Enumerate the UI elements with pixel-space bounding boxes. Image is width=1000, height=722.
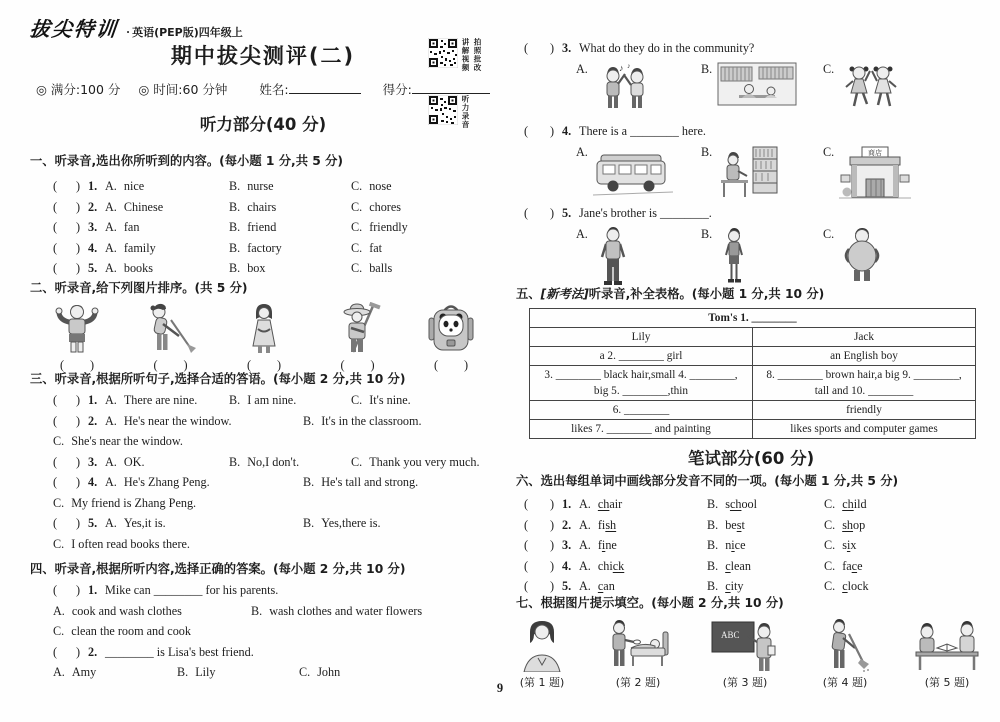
qr-code-icon: [428, 95, 458, 125]
brand-logo: 拔尖特训: [28, 17, 120, 41]
option-b: B. c ity: [707, 579, 744, 593]
section-7-heading: 七、根据图片提示填空。(每小题 2 分,共 10 分): [516, 596, 784, 610]
question-number: 3.: [88, 220, 98, 234]
picture-options-row: [516, 145, 986, 203]
question-row-cont: [30, 534, 496, 555]
question-row: [30, 411, 496, 432]
section-3: [30, 368, 496, 554]
question-row: [30, 452, 496, 473]
option-b: B.: [701, 145, 823, 203]
answer-parens: ( ): [60, 358, 94, 372]
written-part-title: 笔试部分(60 分): [687, 449, 815, 468]
name-blank: [289, 81, 361, 94]
answer-parens: ( ): [53, 179, 80, 193]
shop-image: [839, 145, 911, 203]
option-a: A. Yes,it is.: [105, 516, 166, 530]
section-5-heading: 五、[新考法]听录音,补全表格。(每小题 1 分,共 10 分): [516, 287, 825, 301]
question-row: [30, 176, 496, 197]
svg-text:商店: 商店: [868, 148, 883, 157]
option-b: B.: [701, 62, 823, 114]
question-row-cont: [30, 431, 496, 452]
option-b: B. factory: [229, 240, 282, 255]
answer-parens: ( ): [524, 538, 554, 552]
option-c: C. c lock: [824, 579, 869, 593]
question-stem: ________ is Lisa's best friend.: [105, 644, 254, 659]
option-b: B. c lean: [707, 558, 751, 573]
option-c: C. 商店: [823, 145, 986, 203]
option-b: B. It's in the classroom.: [303, 413, 422, 428]
option-c: C. chores: [351, 199, 401, 214]
question-number: 1.: [88, 179, 98, 193]
option-b: B. Lily: [177, 665, 216, 679]
option-a: A. chi ck: [579, 558, 625, 573]
question-number: 1.: [88, 583, 98, 597]
edition-label: 英语(PEP版)四年级上: [132, 26, 243, 39]
svg-text:♪: ♪: [618, 62, 624, 73]
picture-caption: (第 3 题): [722, 676, 768, 689]
section-7: [516, 592, 986, 690]
score-label: 得分:: [382, 82, 412, 97]
section-6-heading: 六、选出每组单词中画线部分发音不同的一项。(每小题 1 分,共 5 分): [516, 474, 899, 488]
question-number: 4.: [88, 240, 98, 255]
brand-row: [30, 13, 243, 42]
option-b: B. I am nine.: [229, 393, 297, 407]
answer-parens: ( ): [53, 583, 80, 597]
picture-hint-row: [516, 618, 986, 690]
question-row: [516, 535, 986, 556]
answer-parens: ( ): [434, 358, 468, 372]
option-b: B. box: [229, 261, 266, 275]
question-number: 3.: [562, 538, 572, 552]
answer-parens: ( ): [524, 41, 554, 55]
section-6: [516, 470, 986, 597]
girls-dancing-image: [839, 62, 903, 114]
question-number: 1.: [88, 393, 98, 407]
section-3-heading: 三、听录音,根据所听句子,选择合适的答语。(每小题 2 分,共 10 分): [30, 372, 406, 386]
question-row: [30, 580, 496, 601]
full-score-label: ◎ 满分:100 分: [36, 82, 121, 97]
option-c: C. friendly: [351, 220, 408, 234]
picture-caption: (第 4 题): [822, 676, 868, 689]
svg-text:♪: ♪: [626, 61, 631, 70]
table-cell: 8. ________ brown hair,a big 9. ________, tall and 10. ________: [753, 366, 976, 401]
option-b: B. No,I don't.: [229, 454, 300, 469]
table-cell-jack: Jack: [753, 328, 976, 347]
question-number: 5.: [88, 516, 98, 530]
picture-item: [34, 302, 120, 373]
option-b: B. Yes,there is.: [303, 516, 381, 530]
answer-parens: ( ): [153, 358, 188, 372]
question-row-cont: [30, 662, 496, 683]
question-row: [516, 515, 986, 536]
option-c: C. John: [299, 665, 341, 679]
question-row: [516, 494, 986, 515]
option-c: C. fat: [351, 240, 383, 255]
qr1-label-video: 讲解视频: [461, 38, 470, 72]
fat-boy-image: [839, 227, 885, 285]
option-b: B. s ch ool: [707, 497, 758, 511]
answer-parens: ( ): [53, 413, 80, 428]
boy-at-bedside-image: [605, 618, 671, 672]
option-c: C. It's nine.: [351, 393, 411, 407]
answer-parens: ( ): [524, 124, 554, 138]
option-a: A. Amy: [53, 665, 97, 679]
option-c: C. My friend is Zhang Peng.: [53, 495, 197, 510]
question-row-cont: [30, 621, 496, 642]
qr-listening-audio: [428, 95, 470, 129]
question-number: 3.: [88, 454, 98, 469]
page-title: 期中拔尖测评(二): [170, 44, 356, 68]
option-a: A. OK.: [105, 454, 145, 469]
option-c: C. She's near the window.: [53, 434, 183, 448]
option-a: A. cook and wash clothes: [53, 603, 182, 618]
question-number: 2.: [88, 644, 98, 659]
question-row: [30, 197, 496, 218]
question-number: 4.: [562, 124, 572, 138]
option-b: B. He's tall and strong.: [303, 475, 419, 489]
tall-man-image: [593, 227, 633, 287]
answer-parens: ( ): [53, 240, 80, 255]
answer-parens: ( ): [340, 358, 375, 372]
question-4-4: [516, 121, 986, 203]
picture-item: [605, 618, 671, 690]
question-number: 5.: [562, 579, 572, 593]
question-number: 5.: [88, 261, 98, 275]
option-b: B. n i ce: [707, 538, 746, 552]
answer-parens: ( ): [524, 497, 554, 511]
time-label: ◎ 时间:60 分钟: [138, 82, 228, 97]
section-1: [30, 150, 496, 279]
table-cell: friendly: [753, 401, 976, 420]
section-5: [516, 283, 986, 439]
option-c: C.: [823, 62, 986, 114]
picture-item: [221, 302, 307, 373]
answer-parens: ( ): [247, 358, 281, 372]
woman-portrait-image: [518, 618, 566, 672]
kids-reading-image: [910, 618, 984, 672]
woman-standing-image: [244, 302, 284, 354]
option-a: A.: [576, 227, 701, 287]
table-header-cell: Tom's 1. ________: [530, 309, 976, 328]
question-4-3: [516, 38, 986, 114]
table-cell: 3. ________ black hair,small 4. ________, big 5. ________,thin: [530, 366, 753, 401]
option-a: A.: [576, 145, 701, 203]
picture-caption: (第 2 题): [615, 676, 661, 689]
answer-parens: ( ): [53, 199, 80, 214]
listening-part-title: 听力部分(40 分): [199, 115, 327, 134]
question-number: 4.: [88, 475, 98, 489]
picture-item: [518, 618, 566, 690]
section-4-heading: 四、听录音,根据所听内容,选择正确的答案。(每小题 2 分,共 10 分): [30, 562, 406, 576]
question-number: 2.: [88, 199, 98, 214]
option-a: A. There are nine.: [105, 393, 198, 407]
svg-text:ABC: ABC: [721, 630, 740, 640]
section-4: [30, 558, 496, 683]
girl-sweeping-image: [141, 302, 201, 354]
question-row: [30, 390, 496, 411]
option-a: A. family: [105, 240, 156, 255]
question-stem: There is a ________ here.: [579, 124, 706, 138]
question-row-cont: [30, 601, 496, 622]
name-label: 姓名:: [259, 82, 289, 97]
bookshelf-reader-image: [717, 145, 781, 203]
question-row: [30, 258, 496, 279]
option-c: C. I often read books there.: [53, 536, 190, 551]
bus-image: [593, 145, 673, 201]
question-row: [30, 642, 496, 663]
question-stem: Mike can ________ for his parents.: [105, 583, 279, 597]
question-number: 4.: [562, 558, 572, 573]
question-row: [516, 121, 986, 142]
reading-room-image: [717, 62, 797, 112]
question-number: 2.: [88, 413, 98, 428]
option-a: A. ♪ ♪: [576, 62, 701, 114]
option-a: A. He's near the window.: [105, 413, 232, 428]
teacher-blackboard-image: [710, 618, 780, 672]
answer-parens: ( ): [53, 393, 80, 407]
section-2: [30, 277, 496, 373]
picture-options-row: [516, 62, 986, 114]
qr-code-icon: [428, 38, 458, 68]
qr1-label-photo: 拍照批改: [473, 38, 482, 72]
question-row: [30, 513, 496, 534]
question-stem: Jane's brother is ________.: [579, 206, 712, 220]
answer-parens: ( ): [53, 454, 80, 469]
question-row: [30, 238, 496, 259]
option-c: C. Thank you very much.: [351, 454, 480, 469]
picture-caption: (第 1 题): [519, 676, 565, 689]
question-row: [30, 217, 496, 238]
option-a: A. books: [105, 261, 153, 275]
question-row: [516, 38, 986, 59]
picture-item: [910, 618, 984, 690]
picture-item: [128, 302, 214, 373]
option-a: A. fan: [105, 220, 140, 234]
table-cell-lily: Lily: [530, 328, 753, 347]
picture-item: [408, 302, 494, 373]
section-2-heading: 二、听录音,给下列图片排序。(共 5 分): [30, 281, 248, 295]
option-b: B. friend: [229, 220, 277, 234]
new-style-tag: [新考法]: [540, 287, 589, 301]
answer-parens: ( ): [53, 516, 80, 530]
answer-parens: ( ): [524, 579, 554, 593]
option-a: A. fi sh: [579, 517, 617, 532]
option-b: B. chairs: [229, 199, 277, 214]
picture-options-row: [516, 227, 986, 287]
answer-parens: ( ): [53, 644, 80, 659]
answer-parens: ( ): [53, 220, 80, 234]
option-c: C. sh op: [824, 517, 866, 532]
option-c: C. s i x: [824, 538, 857, 552]
option-a: A. c an: [579, 579, 615, 593]
option-c: C. nose: [351, 179, 392, 193]
strong-man-image: [50, 302, 104, 354]
question-row: [30, 472, 496, 493]
table-cell: 6. ________: [530, 401, 753, 420]
picture-item: [315, 302, 401, 373]
question-number: 1.: [562, 497, 572, 511]
boy-sweeping-image: [819, 618, 871, 672]
option-c: C. ch ild: [824, 497, 867, 511]
table-cell: likes sports and computer games: [753, 420, 976, 439]
qr2-label-audio: 听力录音: [461, 95, 470, 129]
question-row-cont: [30, 493, 496, 514]
picture-item: [819, 618, 871, 690]
answer-parens: ( ): [524, 206, 554, 220]
answer-parens: ( ): [524, 558, 554, 573]
brand-separator: ·: [126, 25, 131, 39]
answer-parens: ( ): [53, 261, 80, 275]
option-c: C. clean the room and cook: [53, 624, 191, 638]
option-b: B. wash clothes and water flowers: [251, 603, 423, 618]
option-a: A. ch air: [579, 497, 623, 511]
title-row: [30, 40, 496, 70]
kids-singing-image: [593, 62, 657, 114]
option-b: B. nurse: [229, 179, 274, 193]
option-c: C. fa c e: [824, 558, 863, 573]
score-blank: [412, 81, 490, 94]
option-c: C.: [823, 227, 986, 287]
thin-boy-image: [717, 227, 751, 285]
farmer-with-hoe-image: [331, 302, 385, 354]
page-number: 9: [496, 681, 504, 695]
option-a: A. f i ne: [579, 538, 617, 552]
meta-row: [36, 80, 490, 98]
question-row: [516, 556, 986, 577]
picture-item: [710, 618, 780, 690]
option-c: C. balls: [351, 261, 393, 275]
section-1-heading: 一、听录音,选出你所听到的内容。(每小题 1 分,共 5 分): [30, 154, 344, 168]
question-4-5: [516, 203, 986, 287]
question-stem: What do they do in the community?: [579, 41, 755, 55]
right-column: [516, 0, 986, 722]
question-number: 5.: [562, 206, 572, 220]
question-row: [516, 203, 986, 224]
picture-caption: (第 5 题): [924, 676, 970, 689]
panda-schoolbag-image: [426, 302, 476, 354]
option-a: A. Chinese: [105, 199, 164, 214]
option-b: B.: [701, 227, 823, 287]
option-a: A. He's Zhang Peng.: [105, 475, 210, 489]
picture-sort-row: [30, 299, 496, 373]
question-number: 3.: [562, 41, 572, 55]
table-cell: likes 7. ________ and painting: [530, 420, 753, 439]
answer-parens: ( ): [53, 475, 80, 489]
option-b: B. be s t: [707, 517, 745, 532]
listening-table: [529, 308, 976, 439]
option-a: A. nice: [105, 179, 145, 193]
table-cell: an English boy: [753, 347, 976, 366]
qr-photo-correct: [428, 38, 482, 72]
answer-parens: ( ): [524, 517, 554, 532]
left-column: [30, 0, 496, 722]
table-cell: a 2. ________ girl: [530, 347, 753, 366]
question-number: 2.: [562, 517, 572, 532]
